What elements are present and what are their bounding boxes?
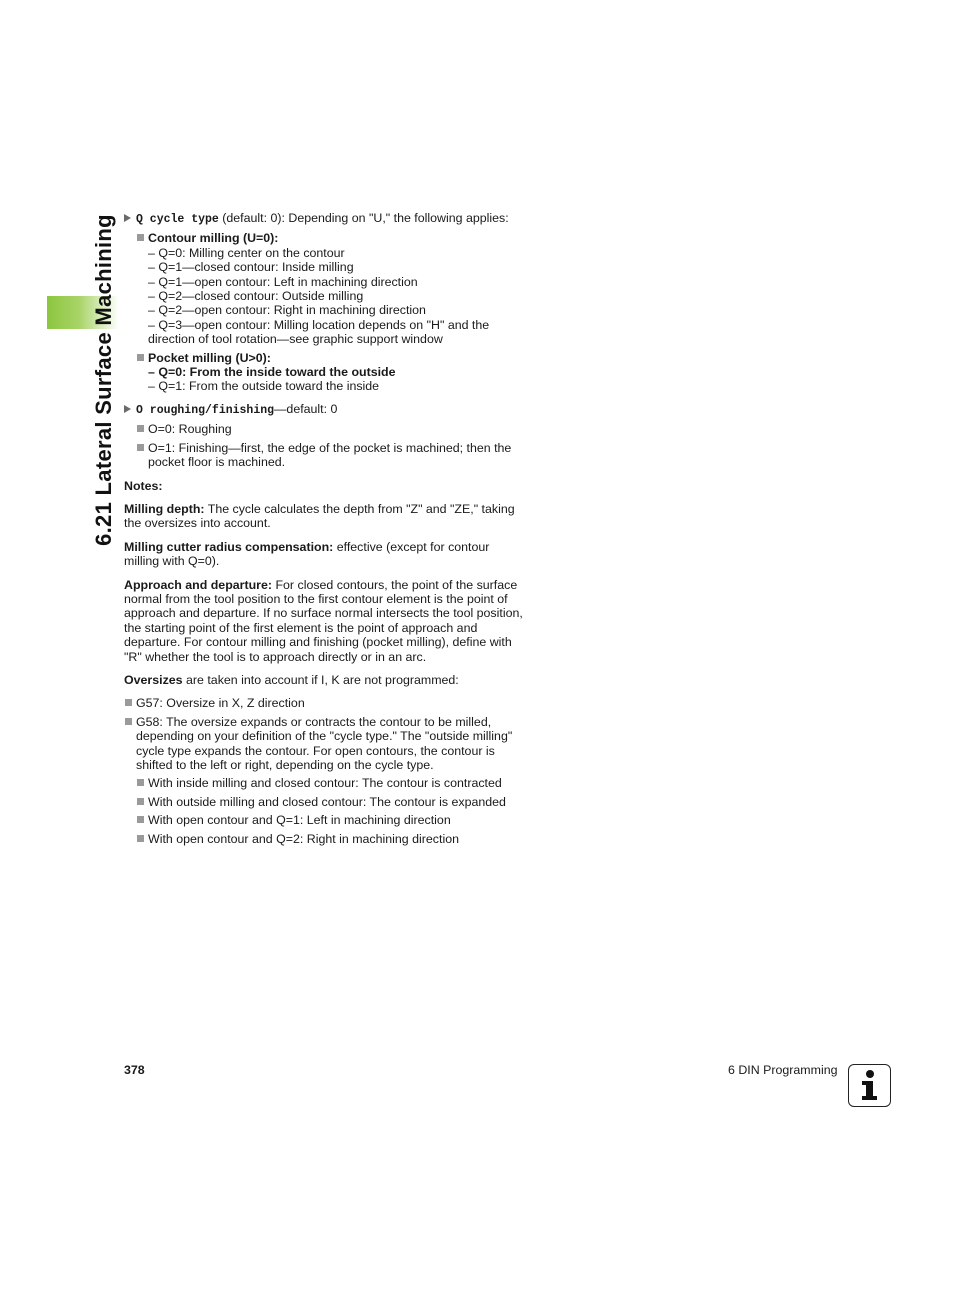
q-cycle-parameter <box>124 211 524 227</box>
g58-subitem <box>124 776 524 790</box>
triangle-bullet-icon <box>124 405 131 413</box>
cutter-text: effective (except for contour milling with Q=0). <box>124 539 490 569</box>
page-number: 378 <box>124 1063 145 1077</box>
square-bullet-icon <box>125 718 132 725</box>
triangle-bullet-icon <box>124 214 131 222</box>
o-item <box>124 422 524 436</box>
cutter-label: Milling cutter radius compensation: <box>124 539 334 554</box>
pocket-item: – Q=0: From the inside toward the outside <box>148 365 396 380</box>
oversizes-note <box>124 673 524 687</box>
contour-heading: Contour milling (U=0): <box>148 231 279 246</box>
square-bullet-icon <box>137 234 144 241</box>
g58-subitem-text: With inside milling and closed contour: The contour is contracted <box>148 776 502 791</box>
g58-subitem <box>124 813 524 827</box>
q-cycle-text: (default: 0): Depending on "U," the following applies: <box>218 211 509 225</box>
approach-departure-note <box>124 578 524 664</box>
contour-item: direction of tool rotation—see graphic support window <box>148 332 443 347</box>
o-roughing-text: —default: 0 <box>274 401 338 416</box>
square-bullet-icon <box>137 444 144 451</box>
g58-subitem <box>124 795 524 809</box>
square-bullet-icon <box>137 835 144 842</box>
pocket-heading: Pocket milling (U>0): <box>148 350 271 365</box>
o-item-text: O=0: Roughing <box>148 422 232 437</box>
oversizes-text: are taken into account if I, K are not programmed: <box>182 672 459 687</box>
milling-depth-label: Milling depth: <box>124 501 205 516</box>
square-bullet-icon <box>137 779 144 786</box>
chapter-label: 6 DIN Programming <box>728 1063 838 1077</box>
square-bullet-icon <box>137 425 144 432</box>
main-content <box>124 211 524 846</box>
o-roughing-code: O roughing/finishing <box>136 403 275 417</box>
square-bullet-icon <box>137 798 144 805</box>
o-item <box>124 441 524 470</box>
oversizes-label: Oversizes <box>124 672 183 687</box>
info-icon <box>848 1064 891 1107</box>
q-cycle-code: Q cycle type <box>136 213 219 226</box>
contour-item: – Q=1—open contour: Left in machining direction <box>148 274 418 289</box>
notes-heading: Notes: <box>124 478 163 493</box>
section-title: 6.21 Lateral Surface Machining <box>91 214 116 546</box>
g58-text: G58: The oversize expands or contracts the contour to be milled, depending on your definition of the "cycle type." The "outside milling" cycle type expands the contour. For open contours, the contour is shifted to the left or right, depending on the cycle type. <box>136 714 513 772</box>
contour-item: – Q=0: Milling center on the contour <box>148 245 345 260</box>
contour-item: – Q=2—closed contour: Outside milling <box>148 289 364 304</box>
square-bullet-icon <box>137 354 144 361</box>
contour-item: – Q=3—open contour: Milling location depends on "H" and the <box>148 317 490 332</box>
o-roughing-parameter <box>124 402 524 418</box>
cutter-compensation-note <box>124 540 524 569</box>
milling-depth-note <box>124 502 524 531</box>
pocket-item: – Q=1: From the outside toward the inside <box>148 379 380 394</box>
g58-subitem-text: With outside milling and closed contour: The contour is expanded <box>148 794 506 809</box>
square-bullet-icon <box>137 816 144 823</box>
contour-milling-block <box>124 231 524 346</box>
g58-subitem-text: With open contour and Q=2: Right in machining direction <box>148 831 459 846</box>
g58-item <box>124 715 524 773</box>
g58-subitem <box>124 832 524 846</box>
square-bullet-icon <box>125 699 132 706</box>
g57-item <box>124 696 524 710</box>
pocket-milling-block <box>124 351 524 394</box>
approach-label: Approach and departure: <box>124 577 273 592</box>
contour-item: – Q=1—closed contour: Inside milling <box>148 260 354 275</box>
g57-text: G57: Oversize in X, Z direction <box>136 696 305 711</box>
contour-item: – Q=2—open contour: Right in machining direction <box>148 303 426 318</box>
approach-text: For closed contours, the point of the surface normal from the tool position to the first contour element is the point of approach and departure. If no surface normal intersects the tool position, the starting point of the first element is the point of approach and departure. For contour milling and finishing (pocket milling), define with "R" whether the tool is to approach directly or in an arc. <box>124 577 523 664</box>
milling-depth-text: The cycle calculates the depth from "Z" and "ZE," taking the oversizes into account. <box>124 501 515 531</box>
g58-subitem-text: With open contour and Q=1: Left in machining direction <box>148 813 451 828</box>
o-item-text: O=1: Finishing—first, the edge of the pocket is machined; then the pocket floor is machined. <box>148 440 512 470</box>
